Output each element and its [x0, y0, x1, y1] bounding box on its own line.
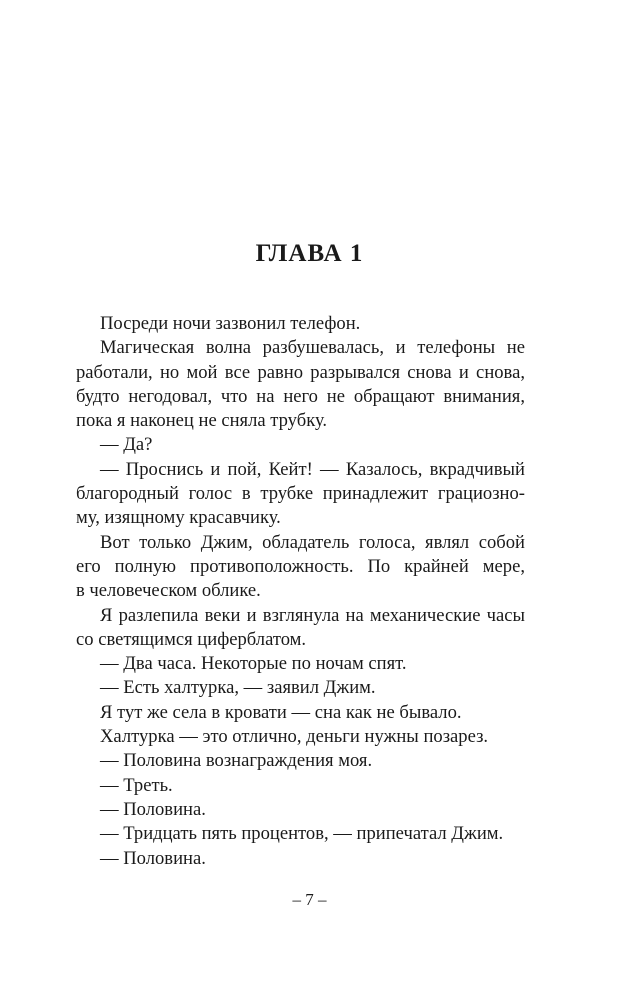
text-line: со светящимся циферблатом.: [76, 628, 307, 650]
text-line: работали, но мой все равно разрывался снова и снова,: [76, 361, 525, 383]
text-line: — Половина.: [100, 798, 206, 820]
text-line: Я разлепила веки и взглянула на механические часы: [100, 604, 525, 626]
text-line: в человеческом облике.: [76, 580, 261, 602]
text-line: — Треть.: [100, 774, 173, 796]
text-line: — Два часа. Некоторые по ночам спят.: [100, 653, 407, 675]
text-line: — Проснись и пой, Кейт! — Казалось, вкрадчивый: [100, 458, 525, 480]
text-line: му, изящному красавчику.: [76, 507, 281, 529]
text-line: — Да?: [100, 434, 153, 456]
chapter-title: ГЛАВА 1: [255, 240, 364, 267]
text-line: — Есть халтурка, — заявил Джим.: [100, 677, 376, 699]
text-line: — Половина вознаграждения моя.: [100, 750, 373, 772]
text-line: пока я наконец не сняла трубку.: [76, 410, 328, 432]
text-line: Халтурка — это отлично, деньги нужны позарез.: [100, 726, 489, 748]
text-line: его полную противоположность. По крайней мере,: [76, 555, 525, 577]
text-line: — Тридцать пять процентов, — припечатал Джим.: [100, 823, 504, 845]
body-text: [76, 312, 525, 871]
text-line: Вот только Джим, обладатель голоса, являл собой: [100, 531, 525, 553]
text-line: — Половина.: [100, 847, 206, 869]
page-number: – 7 –: [292, 890, 327, 909]
text-line: благородный голос в трубке принадлежит грациозно-: [76, 483, 525, 505]
text-line: Магическая волна разбушевалась, и телефоны не: [100, 337, 525, 359]
text-line: Я тут же села в кровати — сна как не бывало.: [100, 701, 462, 723]
text-line: Посреди ночи зазвонил телефон.: [100, 313, 361, 334]
text-line: будто негодовал, что на него не обращают внимания,: [76, 385, 525, 407]
